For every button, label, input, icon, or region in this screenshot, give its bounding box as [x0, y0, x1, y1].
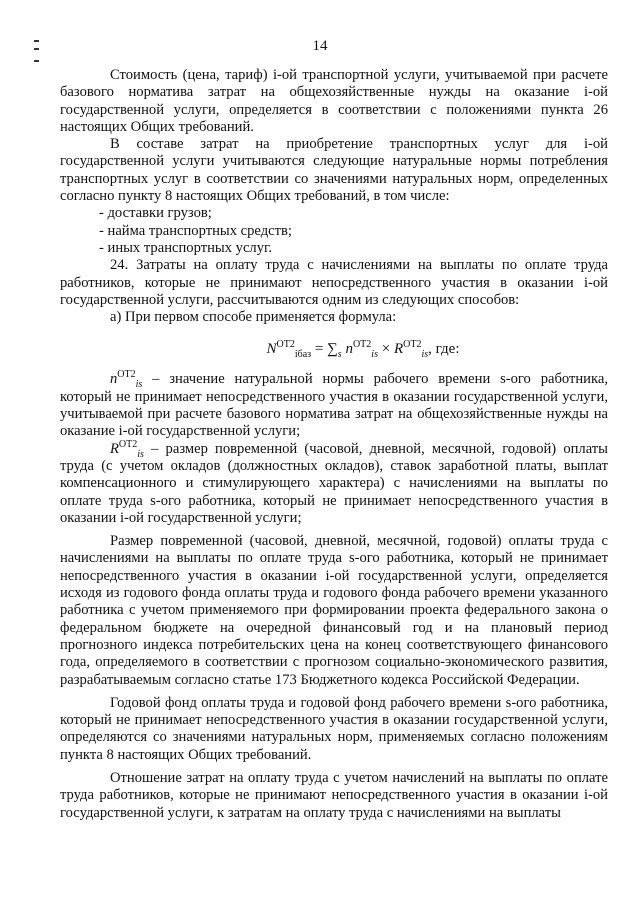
def-r-sup: ОТ2 — [118, 438, 138, 450]
definition-text: – значение натуральной нормы рабочего времени s-ого работника, который не принимает непосредственного участия в оказании государственной услуги, учитываемой при расчете базового норматива затрат на общехозяйственные нужды на оказание i-ой государственной услуги; — [60, 371, 608, 440]
definition-r — [60, 438, 608, 527]
def-n-sup: ОТ2 — [117, 369, 136, 381]
paragraph: Размер повременной (часовой, дневной, месячной, годовой) оплаты труда с начислениями на выплаты по оплате труда s-ого работника, который не принимает непосредственного участия в оказании i-ой государственной услуги, определяется исходя из годового фонда оплаты труда и годового фонда рабочего времени указанного работника с учетом применяемого при формировании проекта федерального закона о федеральном бюджете на очередной финансовый год и на плановый период прогнозного индекса потребительских цена на конец соответствующего финансового года, определяемого в соответствии с прогнозом социально-экономического развития, разрабатываемым согласно статье 173 Бюджетного кодекса Российской Федерации. — [60, 533, 608, 688]
list-item: - иных транспортных услуг. — [99, 239, 272, 256]
def-r-sub: is — [137, 448, 144, 460]
paragraph: В составе затрат на приобретение транспортных услуг для i-ой государственной услуги учитываются следующие натуральные нормы потребления транспортных услуг в соответствии со значениями натуральных норм, определенных согласно пункту 8 настоящих Общих требований, в том числе: — [60, 136, 608, 205]
formula-r-sub: is — [421, 349, 429, 361]
paragraph: Отношение затрат на оплату труда с учетом начислений на выплаты по оплате труда работников, которые не принимают непосредственного участия в оказании i-ой государственной услуги, к затратам на оплату труда с начислениями на выплаты — [60, 769, 608, 821]
list-item: - доставки грузов; — [99, 205, 212, 222]
formula-suffix: , где: — [428, 341, 460, 358]
list-item: - найма транспортных средств; — [99, 222, 292, 239]
def-r-symbol: R — [110, 440, 119, 457]
formula-n-sub: is — [371, 349, 378, 361]
formula-equals: = — [314, 341, 324, 358]
paragraph: 24. Затраты на оплату труда с начислениями на выплаты по оплате труда работников, которые не принимают непосредственного участия в оказании i-ой государственной услуги, рассчитываются одним из следующих способов: — [60, 257, 608, 308]
formula-r-sup: ОТ2 — [403, 339, 422, 351]
paragraph: Стоимость (цена, тариф) i-ой транспортной услуги, учитываемой при расчете базового норматива затрат на общехозяйственные нужды на оказание i-ой государственной услуги, определяется в соответствии с положениями пункта 26 настоящих Общих требований. — [60, 67, 608, 135]
formula-n-sup: ОТ2 — [352, 339, 372, 351]
scan-mark — [34, 60, 39, 62]
formula-times: × — [381, 341, 391, 358]
definition-n — [60, 371, 608, 440]
formula-sum: ∑ — [327, 341, 338, 358]
formula-n-symbol: n — [345, 341, 353, 358]
definition-text: – размер повременной (часовой, дневной, месячной, годовой) оплаты труда (с учетом окладов (должностных окладов), ставок заработной платы, выплат компенсационного и стимулирующего характера) с начислениями на выплаты по оплате труда s-ого работника, который не принимает непосредственного участия в оказании i-ой государственной услуги; — [60, 440, 608, 526]
paragraph: Годовой фонд оплаты труда и годовой фонд рабочего времени s-ого работника, который не принимает непосредственного участия в оказании государственной услуги, определяются со значениями натуральных норм, применяемых согласно положениям пункта 8 настоящих Общих требований. — [60, 694, 608, 763]
paragraph: а) При первом способе применяется формула: — [110, 309, 397, 326]
formula-lhs-sub: iбаз — [294, 349, 312, 361]
page-number: 14 — [312, 38, 328, 54]
formula-r-symbol: R — [393, 341, 404, 358]
document-body — [60, 67, 608, 822]
formula-sum-sub: s — [337, 349, 342, 361]
def-n-symbol: n — [110, 371, 118, 388]
formula — [118, 338, 608, 360]
formula-lhs-symbol: N — [266, 341, 277, 358]
def-n-sub: is — [135, 379, 143, 391]
formula-lhs-sup: ОТ2 — [276, 339, 295, 351]
